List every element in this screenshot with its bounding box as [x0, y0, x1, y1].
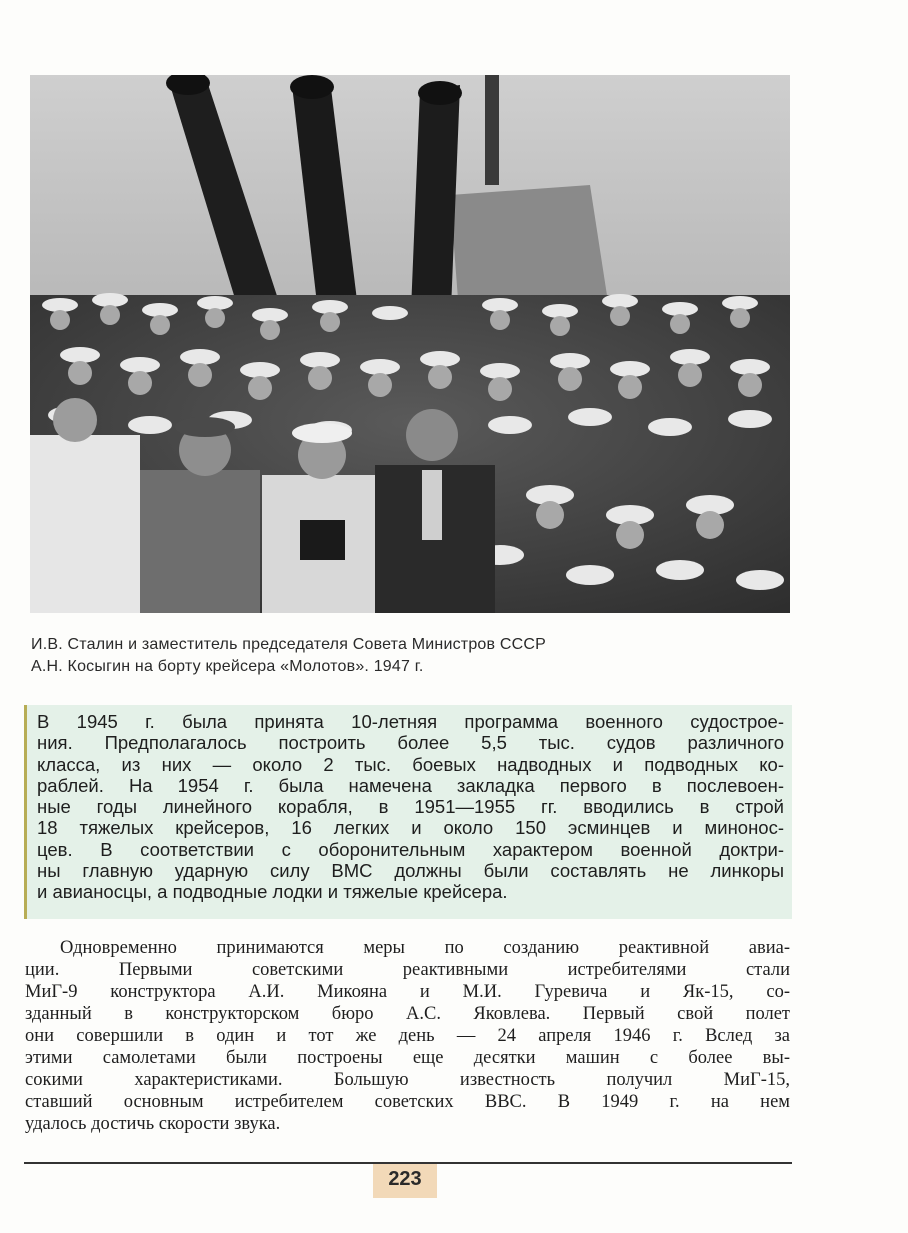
body-line: Одновременно принимаются меры по созданию реактивной авиа- [60, 938, 790, 958]
info-line: 18 тяжелых крейсеров, 16 легких и около 150 эсминцев и минонос- [37, 817, 784, 839]
photo-illustration [30, 75, 790, 613]
body-line: сокими характеристиками. Большую известность получил МиГ-15, [25, 1070, 790, 1090]
info-box [24, 705, 792, 919]
caption-line: И.В. Сталин и заместитель председателя Совета Министров СССР [31, 636, 546, 653]
page-number: 223 [373, 1164, 437, 1198]
body-line: зданный в конструкторском бюро А.С. Яковлева. Первый свой полет [25, 1004, 790, 1024]
info-line: В 1945 г. была принята 10-летняя программа военного судострое- [37, 711, 784, 732]
body-paragraph [25, 937, 790, 1135]
body-line: ции. Первыми советскими реактивными истребителями стали [25, 960, 790, 980]
body-line: этими самолетами были построены еще десятки машин с более вы- [25, 1048, 790, 1068]
info-line: ны главную ударную силу ВМС должны были составлять не линкоры [37, 860, 784, 882]
body-line: МиГ-9 конструктора А.И. Микояна и М.И. Гуревича и Як-15, со- [25, 982, 790, 1002]
info-line: ния. Предполагалось построить более 5,5 тыс. судов различного [37, 732, 784, 754]
body-line: удалось достичь скорости звука. [25, 1114, 281, 1134]
historical-photo [30, 75, 790, 613]
photo-caption [31, 634, 791, 678]
info-line: раблей. На 1954 г. была намечена закладка первого в послевоен- [37, 774, 784, 796]
info-line: цев. В соответствии с оборонительным характером военной доктри- [37, 838, 784, 860]
info-line: ные годы линейного корабля, в 1951—1955 гг. вводились в строй [37, 796, 784, 818]
body-line: ставший основным истребителем советских ВВС. В 1949 г. на нем [25, 1092, 790, 1112]
body-line: они совершили в один и тот же день — 24 апреля 1946 г. Вслед за [25, 1026, 790, 1046]
info-line: класса, из них — около 2 тыс. боевых надводных и подводных ко- [37, 753, 784, 775]
caption-line: А.Н. Косыгин на борту крейсера «Молотов». 1947 г. [31, 658, 424, 675]
info-line: и авианосцы, а подводные лодки и тяжелые крейсера. [37, 881, 508, 903]
info-paragraph [37, 711, 784, 903]
